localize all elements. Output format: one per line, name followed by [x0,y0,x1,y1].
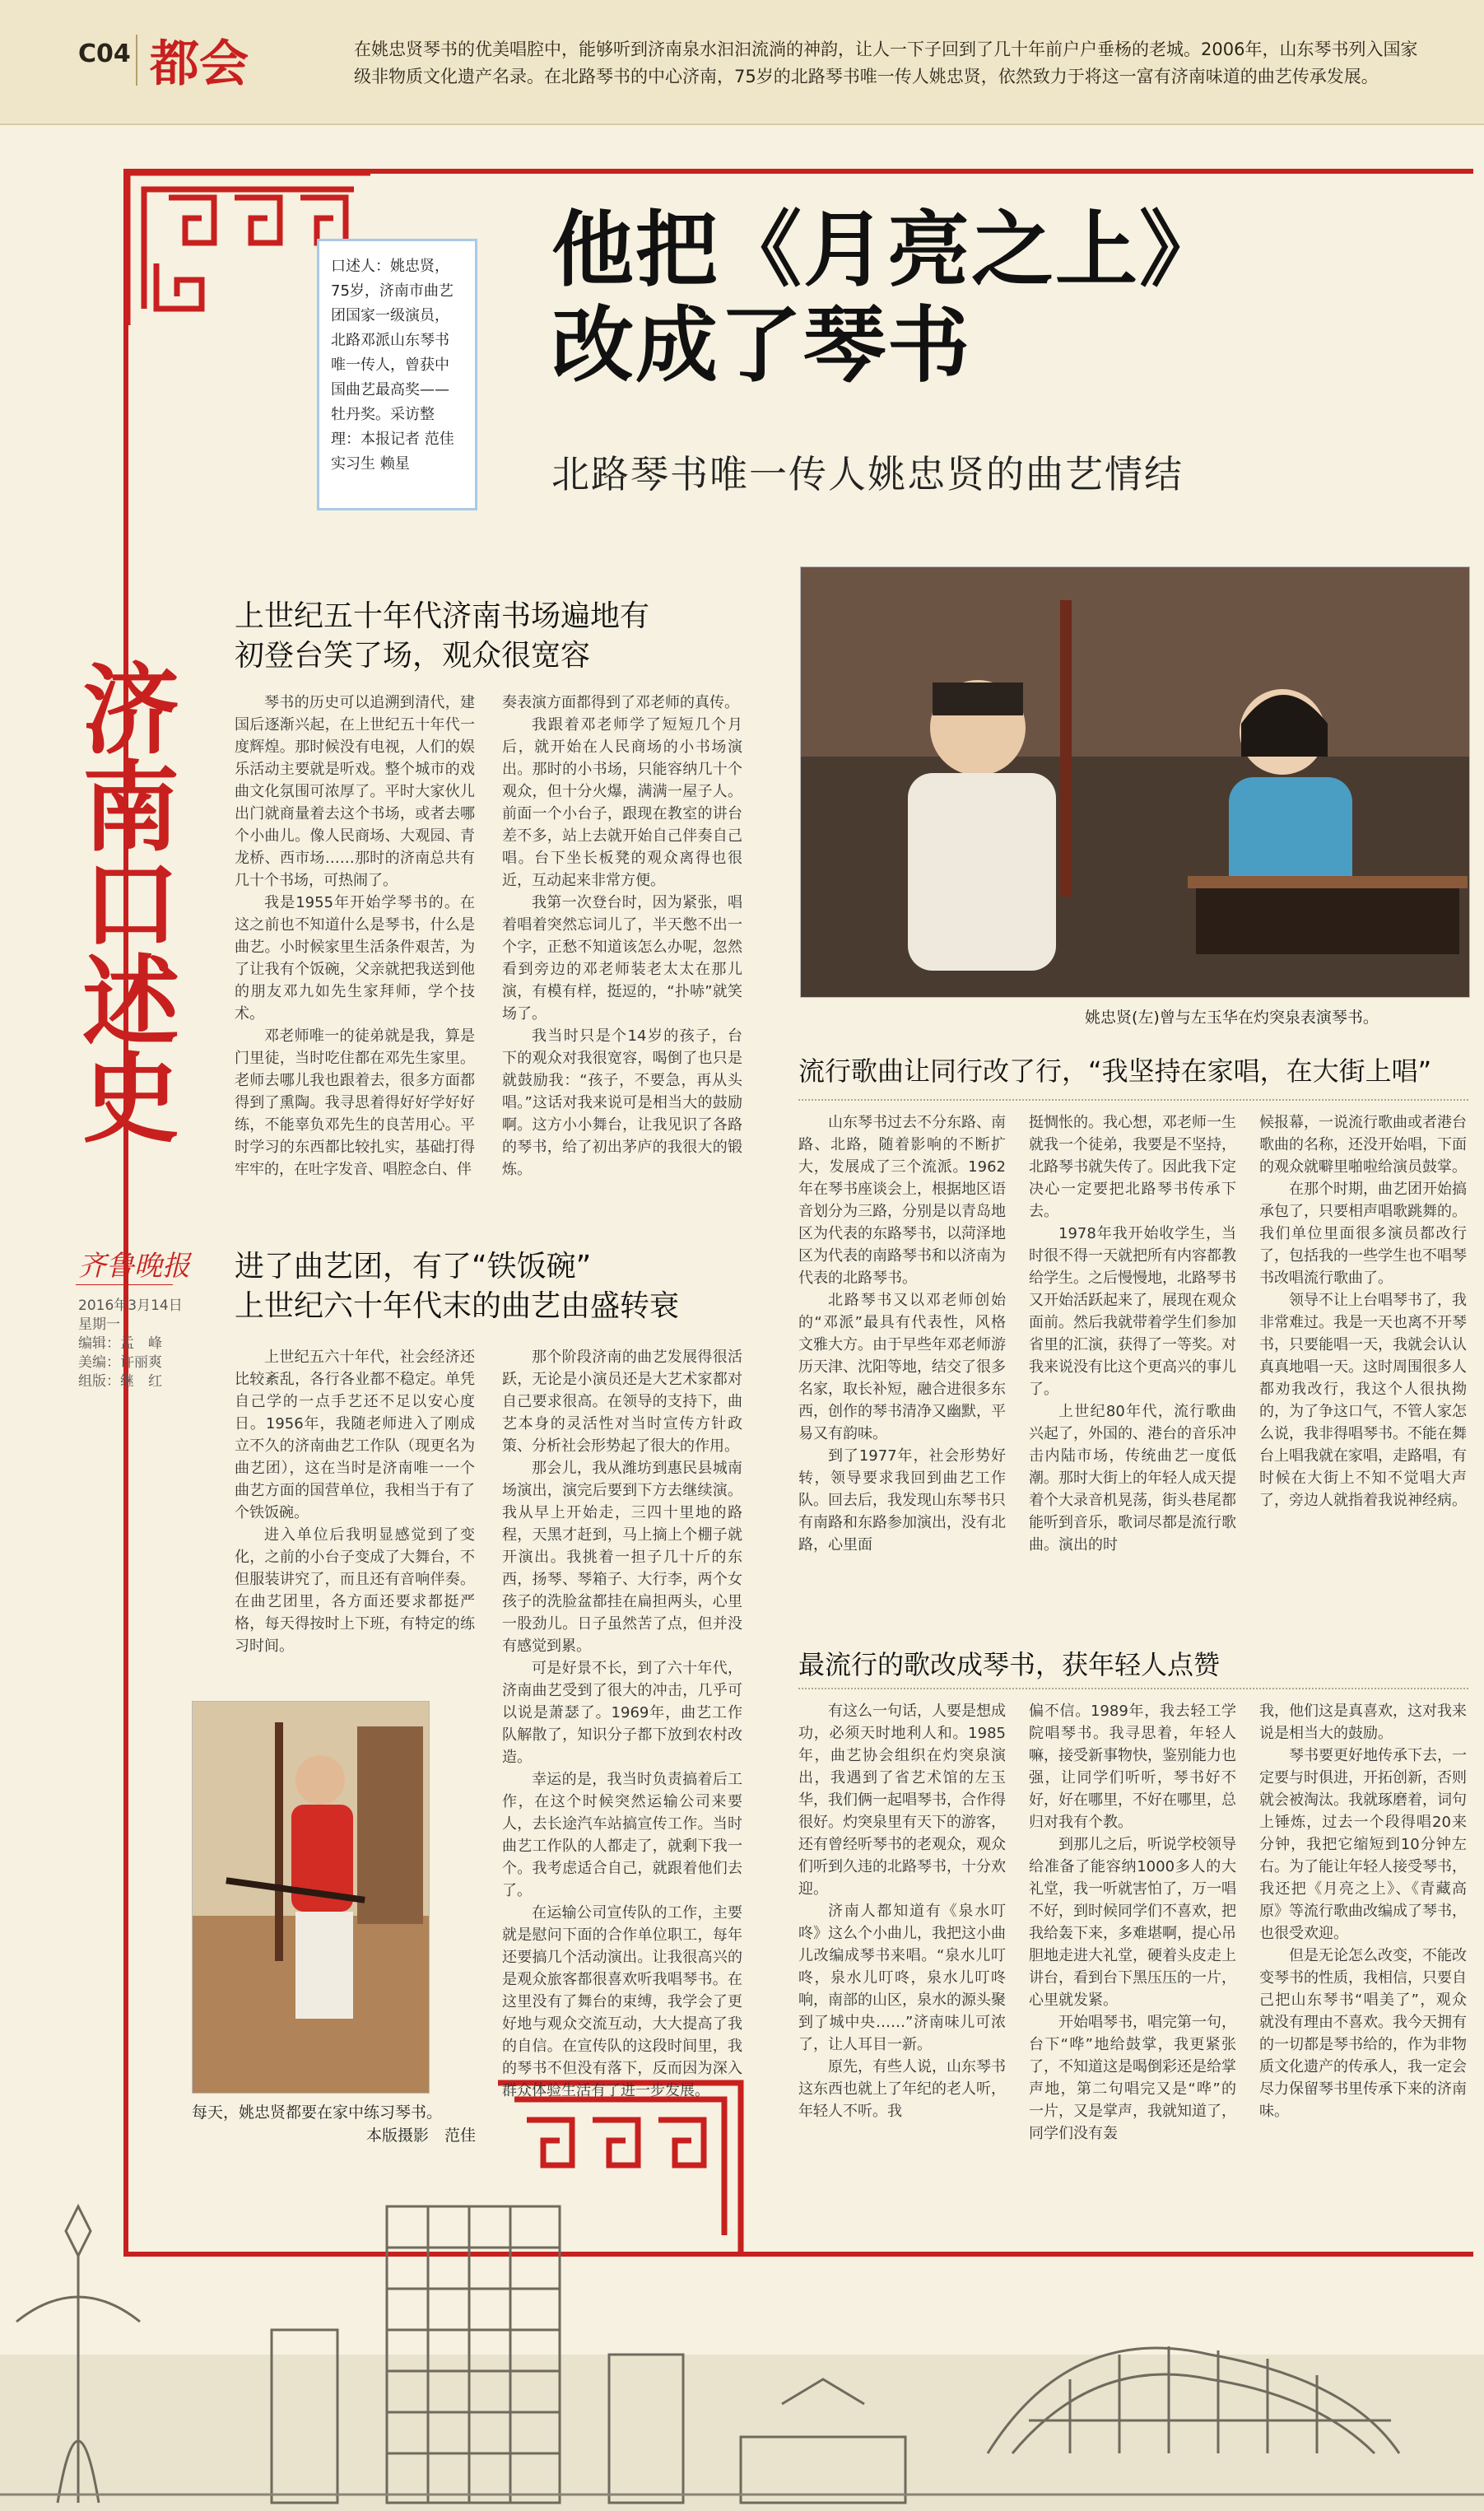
page-credits [78,1297,183,1391]
credit-designer: 美编：许丽爽 [78,1354,162,1371]
paragraph: 琴书要更好地传承下去，一定要与时俱进，开拓创新，否则就会被淘汰。我就琢磨着，词句上锤炼，过去一个段得唱20来分钟，我把它缩短到10分钟左右。为了能让年轻人接受琴书，我还把《月亮之上》、《青藏高原》等流行歌曲改编成了琴书，也很受欢迎。 [1259,1747,1467,1942]
credit-date: 2016年3月14日 [78,1297,183,1314]
paragraph: 但是无论怎么改变，不能改变琴书的性质，我相信，只要自己把山东琴书“唱美了”，观众就没有理由不喜欢。我今天拥有的一切都是琴书给的，作为非物质文化遗产的传承人，我一定会尽力保留琴书里传承下来的济南味。 [1259,1947,1467,2120]
paragraph: 开始唱琴书，唱完第一句，台下“哗”地给鼓掌，我更紧张了，不知道这是喝倒彩还是给掌声地，第二句唱完又是“哗”的一片，又是掌声，我就知道了，同学们没有轰 [1029,2014,1236,2142]
page-code: C04 [78,40,131,68]
paragraph: 琴书的历史可以追溯到清代，建国后逐渐兴起，在上世纪五十年代一度辉煌。那时候没有电视，人们的娱乐活动主要就是听戏。整个城市的戏曲文化氛围可浓厚了。平时大家伙儿出门就商量着去这个书场，或者去哪个小曲儿。像人民商场、大观园、青龙桥、西市场……那时的济南总共有几十个书场，可热闹了。 [235,694,475,889]
paragraph: 我是1955年开始学琴书的。在这之前也不知道什么是琴书，什么是曲艺。小时候家里生活条件艰苦，为了让我有个饭碗，父亲就把我送到他的朋友邓九如先生家拜师，学个技术。 [235,894,475,1023]
section1-heading [235,597,649,676]
paragraph: 偏不信。1989年，我去轻工学院唱琴书。我寻思着，年轻人嘛，接受新事物快，鉴别能力也强，让同学们听听，琴书好不好，好在哪里，不好在哪里，总归对我有个教。 [1029,1703,1236,1831]
section1-heading-line2: 初登台笑了场，观众很宽容 [235,639,591,673]
paragraph: 我跟着邓老师学了短短几个月后，就开始在人民商场的小书场演出。那时的小书场，只能容纳几十个观众，但十分火爆，满满一屋子人。前面一个小台子，跟现在教室的讲台差不多，站上去就开始自己伴奏自己唱。台下坐长板凳的观众离得也很近，互动起来非常方便。 [502,716,742,889]
section2-col2 [502,1346,742,2102]
paragraph: 我第一次登台时，因为紧张，唱着唱着突然忘词儿了，半天憋不出一个字，正愁不知道该怎么办呢，忽然看到旁边的邓老师装老太太在那儿演，有模有样，挺逗的，“扑哧”就笑场了。 [502,894,742,1023]
paragraph: 邓老师唯一的徒弟就是我，算是门里徒，当时吃住都在邓先生家里。老师去哪儿我也跟着去，很多方面都得到了熏陶。我寻思着得好好学好好练，不能辜负邓先生的良苦用心。平时学习的东西都比较扎实，基础打得牢牢的，在吐字发音、唱腔念白、伴 [235,1027,475,1178]
section4-col3 [1259,1700,1467,2122]
paragraph: 在运输公司宣传队的工作，主要就是慰问下面的合作单位职工，每年还要搞几个活动演出。让我很高兴的是观众旅客都很喜欢听我唱琴书。在这里没有了舞台的束缚，我学会了更好地与观众交流互动，大大提高了我的自信。在宣传队的这段时间里，我的琴书不但没有落下，反而因为深入群众体验生活有了进一步发展。 [502,1904,742,2099]
performance-photo-image [801,567,1469,997]
paragraph: 1978年我开始收学生，当时很不得一天就把所有内容都教给学生。之后慢慢地，北路琴书又开始活跃起来了，展现在观众面前。然后我就带着学生们参加省里的汇演，获得了一等奖。对我来说没有比这个更高兴的事儿了。 [1029,1225,1236,1398]
credit-layout: 组版：继 红 [78,1373,162,1390]
newspaper-logo: 齐鲁晚报 [78,1250,190,1283]
paragraph: 我当时只是个14岁的孩子，台下的观众对我很宽容，喝倒了也只是就鼓励我：“孩子，不要急，再从头唱。”这话对我来说可是相当大的鼓励啊。这方小小舞台，让我见识了各路的琴书，给了初出茅庐的我很大的锻炼。 [502,1027,742,1178]
paragraph: 山东琴书过去不分东路、南路、北路，随着影响的不断扩大，发展成了三个流派。1962年在琴书座谈会上，根据地区语音划分为三路，分别是以青岛地区为代表的东路琴书，以菏泽地区为代表的南路琴书和以济南为代表的北路琴书。 [798,1114,1006,1287]
paragraph: 候报幕，一说流行歌曲或者港台歌曲的名称，还没开始唱，下面的观众就噼里啪啦给演员鼓掌。 [1259,1114,1467,1176]
section1-heading-line1: 上世纪五十年代济南书场遍地有 [235,599,650,633]
practice-photo-image [193,1702,429,2093]
article-subtitle: 北路琴书唯一传人姚忠贤的曲艺情结 [551,452,1184,496]
intro-text: 在姚忠贤琴书的优美唱腔中，能够听到济南泉水汩汩流淌的神韵，让人一下子回到了几十年前户户垂杨的老城。2006年，山东琴书列入国家级非物质文化遗产名录。在北路琴书的中心济南，75岁的北路琴书唯一传人姚忠贤，依然致力于将这一富有济南味道的曲艺传承发展。 [354,40,1418,86]
practice-photo [192,1701,430,2094]
paragraph: 上世纪五六十年代，社会经济还比较紊乱，各行各业都不稳定。单凭自己学的一点手艺还不足以安心度日。1956年，我随老师进入了刚成立不久的济南曲艺工作队（现更名为曲艺团），这在当时是济南唯一一个曲艺方面的国营单位，我相当于有了个铁饭碗。 [235,1349,475,1521]
paragraph: 济南人都知道有《泉水叮咚》这么个小曲儿，我把这小曲儿改编成琴书来唱。“泉水儿叮咚，泉水儿叮咚，泉水儿叮咚响，南部的山区，泉水的源头聚到了城中央……”济南味儿可浓了，让人耳目一新。 [798,1903,1006,2053]
article-title [551,202,1223,393]
paragraph: 那会儿，我从潍坊到惠民县城南场演出，演完后要到下方去继续演。我从早上开始走，三四十里地的路程，天黑才赶到，马上摘上个棚子就开演出。我挑着一担子几十斤的东西，扬琴、琴箱子、大行李，两个女孩子的洗脸盆都挂在扁担两头，心里一股劲儿。日子虽然苦了点，但并没有感觉到累。 [502,1460,742,1655]
section2-heading-line2: 上世纪六十年代末的曲艺由盛转衰 [235,1289,680,1323]
title-line-2: 改成了琴书 [551,296,971,394]
paragraph: 原先，有些人说，山东琴书这东西也就上了年纪的老人听，年轻人不听。我 [798,2058,1006,2120]
credit-weekday: 星期一 [78,1316,120,1333]
paragraph: 上世纪80年代，流行歌曲兴起了，外国的、港台的音乐冲击内陆市场，传统曲艺一度低潮。那时大街上的年轻人成天提着个大录音机晃荡，街头巷尾都能听到音乐，歌词尽都是流行歌曲。演出的时 [1029,1403,1236,1554]
frame-left-line [123,169,128,2256]
section3-col1 [798,1111,1006,1556]
paragraph: 有这么一句话，人要是想成功，必须天时地利人和。1985年，曲艺协会组织在灼突泉演出，我遇到了省艺术馆的左玉华，我们俩一起唱琴书，合作得很好。灼突泉里有天下的游客，还有曾经听琴书的老观众，观众们听到久违的北路琴书，十分欢迎。 [798,1703,1006,1898]
narrator-box: 口述人：姚忠贤，75岁，济南市曲艺团国家一级演员，北路邓派山东琴书唯一传人，曾获中国曲艺最高奖——牡丹奖。采访整理：本报记者 范佳 实习生 赖星 [317,239,477,510]
paragraph: 幸运的是，我当时负责搞着后工作，在这个时候突然运输公司来要人，去长途汽车站搞宣传工作。当时曲艺工作队的人都走了，就剩下我一个。我考虑适合自己，就跟着他们去了。 [502,1771,742,1899]
practice-caption-line2: 本版摄影 范佳 [365,2127,476,2145]
paragraph: 可是好景不长，到了六十年代，济南曲艺受到了很大的冲击，几乎可以说是萧瑟了。1969年，曲艺工作队解散了，知识分子都下放到农村改造。 [502,1660,742,1766]
section3-col3 [1259,1111,1467,1512]
paragraph: 我，他们这是真喜欢，这对我来说是相当大的鼓励。 [1259,1703,1467,1742]
practice-caption-line1: 每天，姚忠贤都要在家中练习琴书。 [192,2103,443,2122]
column-title: 济南口述史 [66,659,180,1144]
section4-col1 [798,1700,1006,2122]
section1-col1 [235,692,475,1181]
credits-rule [76,1284,173,1285]
performance-photo [800,566,1470,998]
city-skyline-sketch [0,2108,1484,2511]
paragraph: 那个阶段济南的曲艺发展得很活跃，无论是小演员还是大艺术家都对自己要求很高。在领导的支持下，曲艺本身的灵活性对当时宣传方针政策、分析社会形势起了很大的作用。 [502,1349,742,1455]
paragraph: 挺惆怅的。我心想，邓老师一生就我一个徒弟，我要是不坚持，北路琴书就失传了。因此我下定决心一定要把北路琴书传承下去。 [1029,1114,1236,1220]
paragraph: 在那个时期，曲艺团开始搞承包了，只要相声唱歌跳舞的。我们单位里面很多演员都改行了，包括我的一些学生也不唱琴书改唱流行歌曲了。 [1259,1181,1467,1287]
paragraph: 北路琴书又以邓老师创始的“邓派”最具有代表性，风格文雅大方。由于早些年邓老师游历天津、沈阳等地，结交了很多名家，取长补短，融合进很多东西，创作的琴书清净又幽默，平易又有韵味。 [798,1292,1006,1442]
paragraph: 进入单位后我明显感觉到了变化，之前的小台子变成了大舞台，不但服装讲究了，而且还有音响伴奏。在曲艺团里，各方面还要求都挺严格，每天得按时上下班，有特定的练习时间。 [235,1526,475,1655]
section-name: 都会 [150,35,249,93]
performance-photo-caption: 姚忠贤(左)曾与左玉华在灼突泉表演琴书。 [1085,1009,1379,1027]
section4-heading: 最流行的歌改成琴书，获年轻人点赞 [798,1649,1221,1680]
section3-divider [798,1099,1468,1101]
credit-editor: 编辑：孟 峰 [78,1335,162,1352]
section3-col2 [1029,1111,1236,1556]
section4-col2 [1029,1700,1236,2145]
section2-heading [235,1247,679,1326]
paragraph: 到了1977年，社会形势好转，领导要求我回到曲艺工作队。回去后，我发现山东琴书只有南路和东路参加演出，没有北路，心里面 [798,1447,1006,1554]
title-line-1: 他把《月亮之上》 [551,201,1223,298]
section1-col2 [502,692,742,1181]
paragraph: 奏表演方面都得到了邓老师的真传。 [502,694,739,711]
section2-heading-line1: 进了曲艺团，有了“铁饭碗” [235,1250,592,1283]
section2-col1 [235,1346,475,1657]
section3-heading: 流行歌曲让同行改了行，“我坚持在家唱，在大街上唱” [798,1055,1432,1087]
paragraph: 领导不让上台唱琴书了，我非常难过。我是一天也离不开琴书，只要能唱一天，我就会认认真真地唱一天。这时周围很多人都劝我改行，我这个人很执拗的，为了争这口气，不管人家怎么说，我非得唱琴书。不能在舞台上唱我就在家唱，走路唱，有时候在大街上不知不觉唱大声了，旁边人就指着我说神经病。 [1259,1292,1467,1509]
header-divider [136,35,137,86]
section4-divider [798,1688,1468,1689]
paragraph: 到那儿之后，听说学校领导给准备了能容纳1000多人的大礼堂，我一听就害怕了，万一唱不好，到时候同学们不喜欢，把我给轰下来，多难堪啊，提心吊胆地走进大礼堂，硬着头皮走上讲台，看到台下黑压压的一片，心里就发紧。 [1029,1836,1236,2009]
